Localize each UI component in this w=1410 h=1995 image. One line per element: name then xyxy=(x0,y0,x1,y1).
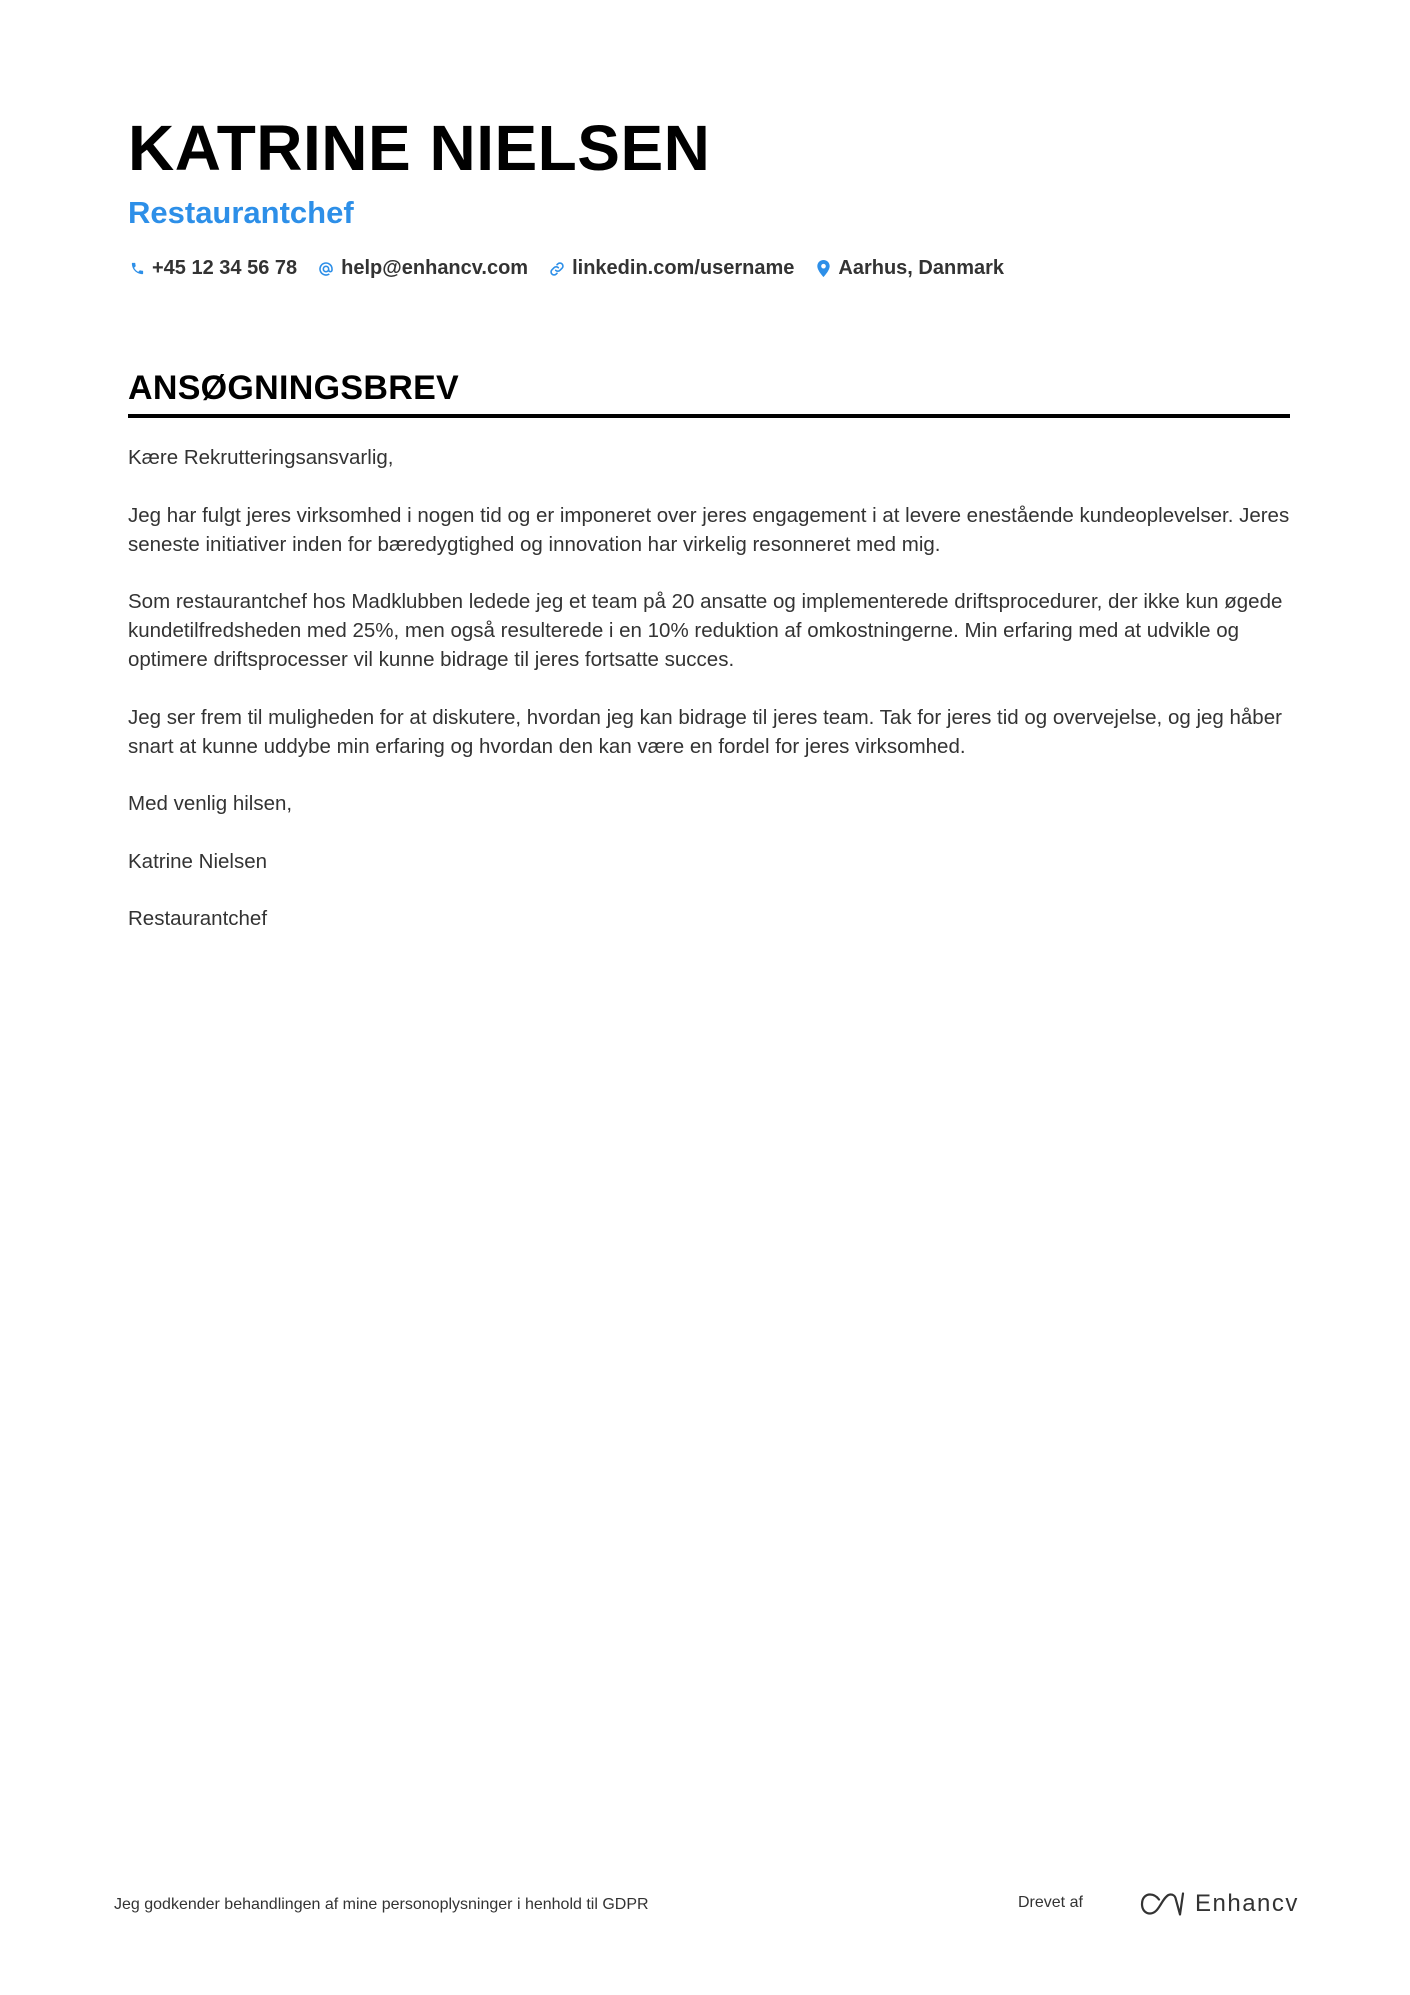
candidate-role: Restaurantchef xyxy=(128,195,354,230)
contact-email-text: help@enhancv.com xyxy=(341,257,529,279)
candidate-name: KATRINE NIELSEN xyxy=(128,112,711,184)
phone-icon xyxy=(128,259,146,279)
letter-paragraph-1: Jeg har fulgt jeres virksomhed i nogen tid og er imponeret over jeres engagement i at levere enestående kundeoplevelser. Jeres seneste initiativer inden for bæredygtighed og innovation har virkelig resonneret med mig. xyxy=(128,503,1290,556)
contact-linkedin-text: linkedin.com/username xyxy=(572,257,795,279)
contact-email[interactable] xyxy=(317,257,528,280)
gdpr-consent-text: Jeg godkender behandlingen af mine personoplysninger i henhold til GDPR xyxy=(114,1896,649,1913)
enhancv-logo-icon xyxy=(1139,1890,1185,1918)
brand-name: Enhancv xyxy=(1195,1890,1299,1917)
footer xyxy=(114,1890,1299,1920)
section-divider xyxy=(128,414,1290,418)
letter-body xyxy=(128,443,1290,933)
contact-linkedin[interactable] xyxy=(548,257,794,280)
letter-signature-title: Restaurantchef xyxy=(128,907,268,930)
letter-paragraph-2: Som restaurantchef hos Madklubben ledede jeg et team på 20 ansatte og implementerede driftsprocedurer, der ikke kun øgede kundetilfredsheden med 25%, men også resulterede i en 10% reduktion af omkostningerne. Min erfaring med at udvikle og optimere driftsprocesser vil kunne bidrage til jeres fortsatte succes. xyxy=(128,590,1283,671)
header xyxy=(128,108,1288,280)
contact-bar xyxy=(128,257,1288,280)
section-title: ANSØGNINGSBREV xyxy=(128,369,460,407)
letter-paragraph-3: Jeg ser frem til muligheden for at diskutere, hvordan jeg kan bidrage til jeres team. Tak for jeres tid og overvejelse, og jeg håber snart at kunne uddybe min erfaring og hvordan den kan være en fordel for jeres virksomhed. xyxy=(128,705,1282,758)
letter-greeting: Kære Rekrutteringsansvarlig, xyxy=(128,446,394,469)
contact-location xyxy=(814,257,1004,280)
letter-closing: Med venlig hilsen, xyxy=(128,792,293,815)
letter-signature-name: Katrine Nielsen xyxy=(128,849,268,873)
cover-letter-section xyxy=(128,366,1290,962)
contact-location-text: Aarhus, Danmark xyxy=(838,257,1005,279)
contact-phone-text: +45 12 34 56 78 xyxy=(152,257,298,279)
link-icon xyxy=(548,259,566,279)
location-pin-icon xyxy=(814,259,832,279)
brand-link[interactable] xyxy=(1139,1890,1299,1918)
contact-phone[interactable] xyxy=(128,257,297,280)
at-icon xyxy=(317,259,335,279)
powered-by-label: Drevet af xyxy=(1018,1894,1083,1911)
